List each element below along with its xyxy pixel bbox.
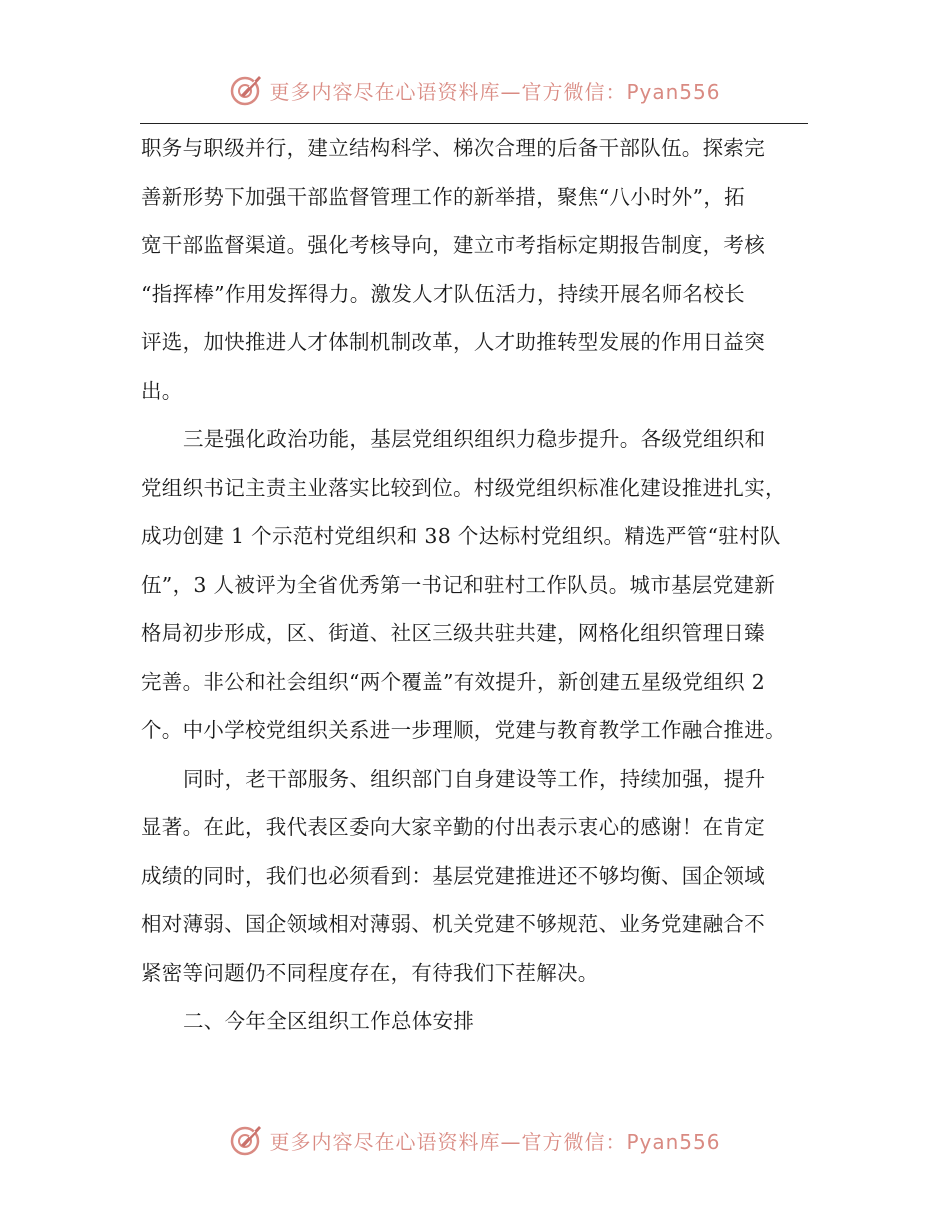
text-line: 成绩的同时，我们也必须看到：基层党建推进还不够均衡、国企领域 xyxy=(141,863,765,888)
quill-logo-icon xyxy=(229,73,263,107)
banner-text: 更多内容尽在心语资料库—官方微信：Pyan556 xyxy=(269,1129,721,1154)
banner-text: 更多内容尽在心语资料库—官方微信：Pyan556 xyxy=(269,79,721,104)
text-line: 伍”，3 人被评为全省优秀第一书记和驻村工作队员。城市基层党建新 xyxy=(141,572,776,597)
quill-logo-icon xyxy=(229,1123,263,1157)
paragraph xyxy=(141,755,809,998)
text-line: “指挥棒”作用发挥得力。激发人才队伍活力，持续开展名师名校长 xyxy=(141,281,745,306)
text-line: 格局初步形成，区、街道、社区三级共驻共建，网格化组织管理日臻 xyxy=(141,621,765,645)
header-banner xyxy=(0,70,950,110)
text-line: 相对薄弱、国企领域相对薄弱、机关党建不够规范、业务党建融合不 xyxy=(141,912,765,936)
footer-banner xyxy=(0,1120,950,1160)
text-line: 个。中小学校党组织关系进一步理顺，党建与教育教学工作融合推进。 xyxy=(141,718,786,742)
paragraph xyxy=(141,124,809,415)
text-line: 完善。非公和社会组织“两个覆盖”有效提升，新创建五星级党组织 2 xyxy=(141,669,766,694)
text-line: 职务与职级并行，建立结构科学、梯次合理的后备干部队伍。探索完 xyxy=(141,136,765,160)
text-line: 显著。在此，我代表区委向大家辛勤的付出表示衷心的感谢！在肯定 xyxy=(141,815,765,839)
text-line: 三是强化政治功能，基层党组织组织力稳步提升。各级党组织和 xyxy=(183,427,766,451)
text-line: 宽干部监督渠道。强化考核导向，建立市考指标定期报告制度，考核 xyxy=(141,233,765,257)
text-line: 善新形势下加强干部监督管理工作的新举措，聚焦“八小时外”，拓 xyxy=(141,184,745,209)
text-line: 出。 xyxy=(141,378,183,403)
text-line: 同时，老干部服务、组织部门自身建设等工作，持续加强，提升 xyxy=(183,766,766,791)
paragraph xyxy=(141,415,809,755)
text-line: 成功创建 1 个示范村党组织和 38 个达标村党组织。精选严管“驻村队 xyxy=(141,524,781,548)
text-line: 评选，加快推进人才体制机制改革，人才助推转型发展的作用日益突 xyxy=(141,330,765,354)
text-line: 紧密等问题仍不同程度存在，有待我们下茬解决。 xyxy=(141,960,599,985)
text-line: 党组织书记主责主业落实比较到位。村级党组织标准化建设推进扎实， xyxy=(141,475,786,500)
document-body xyxy=(141,124,809,1046)
text-line: 二、今年全区组织工作总体安排 xyxy=(183,1009,475,1033)
paragraph xyxy=(141,997,809,1046)
